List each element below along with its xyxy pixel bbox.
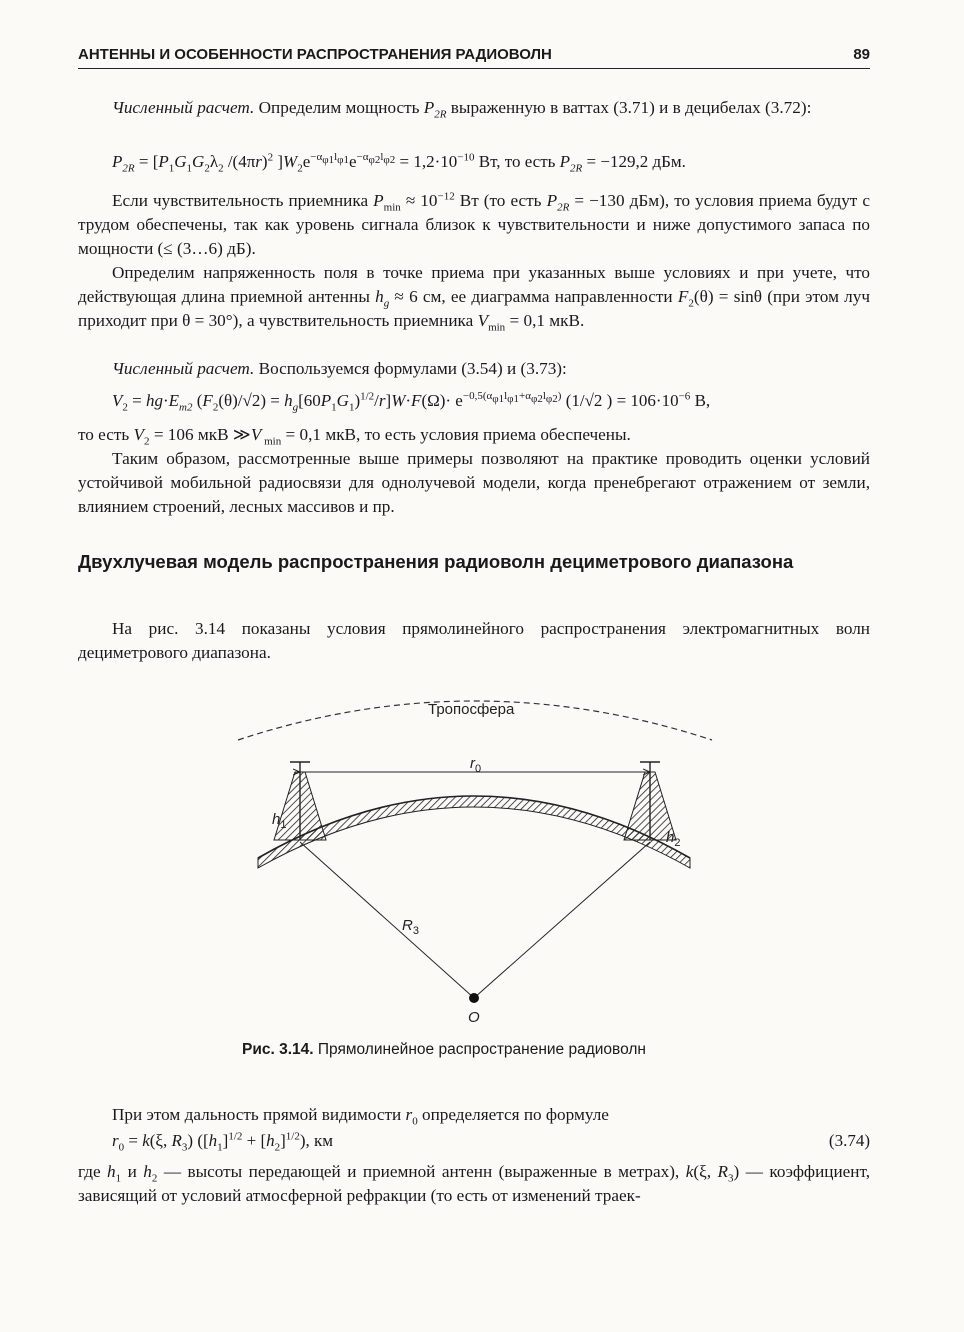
- paragraph-where: где $h_1$ и $h_2$ — высоты передающей и приемной антенн (выраженные в метрах), k(ξ, $R_3$) — коэффициент, зависящий от условий атмосферной рефракции (то есть от изменений траек-: [78, 1162, 871, 1205]
- formula-voltage: $V_2 = hg\cdot E_{m2}$ $(F_2(\theta)/√2) = h_g[60P_1G_1)^{1/2}/r]W\cdot F(\Omega)\cdot e^{-0,5(\alpha_{\varphi 1}l_{\varphi 1}+\alpha_{\varphi 2}l_{\varphi 2})}$ (1/√2 ) = $106\cdot 10^{-6}$ В,: [112, 390, 711, 414]
- earth-center-point: [469, 993, 479, 1003]
- paragraph-field-strength: Определим напряженность поля в точке приема при указанных выше условиях и при учете, что действующая длина приемной антенны $h_g \approx 6$ см, ее диаграмма направленности $F_2(\theta) = \sin\theta$ (при этом луч приходит при θ = 30°), а чувствительность приемника $V_{min} = 0,1$ мкВ.: [78, 263, 870, 334]
- paragraph-conclusion: Таким образом, рассмотренные выше примеры позволяют на практике проводить оценки условий устойчивой мобильной радиосвязи для однолучевой модели, когда пренебрегают отражением от земли, влиянием строений, лесных массивов и пр.: [78, 449, 870, 516]
- equation-number: (3.74): [828, 1131, 870, 1150]
- paragraph-numeric-calc-2: Численный расчет. Воспользуемся формулами (3.54) и (3.73):: [112, 359, 567, 378]
- formula-3-74: $r_0 = k(\xi$, $R_3$) $([h_1]^{1/2} + [h_2]^{1/2})$, км: [112, 1130, 334, 1154]
- center-label: O: [468, 1009, 480, 1026]
- formula-power: $P_{2R} = [P_1G_1G_2\lambda_2$ $/(4\pi r)^2$ ]$W_2e^{-\alpha_{\varphi 1}l_{\varphi 1}}e^{-\alpha_{\varphi 2}l_{\varphi 2}} = 1,2\cdot 10^{-10}$ Вт, то есть $P_{2R} = -129,2$ дБм.: [112, 151, 686, 175]
- section-heading: Двухлучевая модель распространения радиоволн дециметрового диапазона: [78, 551, 794, 572]
- header-title: АНТЕННЫ И ОСОБЕННОСТИ РАСПРОСТРАНЕНИЯ РАДИОВОЛН: [78, 46, 552, 63]
- paragraph-sensitivity: Если чувствительность приемника $P_{min} \approx 10^{-12}$ Вт (то есть $P_{2R} = -130$ дБм), то условия приема будут с трудом обеспечены, так как уровень сигнала близок к чувствительности и ниже допустимого запаса по мощности (≤ (3…6) дБ).: [78, 190, 870, 258]
- paragraph-figure-intro: На рис. 3.14 показаны условия прямолинейного распространения электромагнитных волн дециметрового диапазона.: [78, 619, 870, 662]
- h1-label: $h_1$: [272, 811, 287, 831]
- figure-line-of-sight: [0, 672, 964, 1032]
- figure-caption: Рис. 3.14. Прямолинейное распространение радиоволн: [242, 1041, 646, 1058]
- r0-label: $r_0$: [470, 755, 482, 775]
- paragraph-range: При этом дальность прямой видимости $r_0$ определяется по формуле: [112, 1105, 609, 1128]
- R3-label: $R_3$: [402, 917, 419, 937]
- troposphere-label: Тропосфера: [428, 701, 515, 718]
- running-header: [78, 44, 870, 69]
- h2-label: $h_2$: [666, 829, 681, 849]
- page-number: 89: [853, 46, 870, 63]
- paragraph-result: то есть $V_2 = 106$ мкВ ≫V $_{min}$ = 0,1 мкВ, то есть условия приема обеспечены.: [78, 425, 631, 448]
- paragraph-numeric-calc-1: Численный расчет. Определим мощность $P_{2R}$ выраженную в ваттах (3.71) и в децибелах (3.72):: [112, 98, 812, 121]
